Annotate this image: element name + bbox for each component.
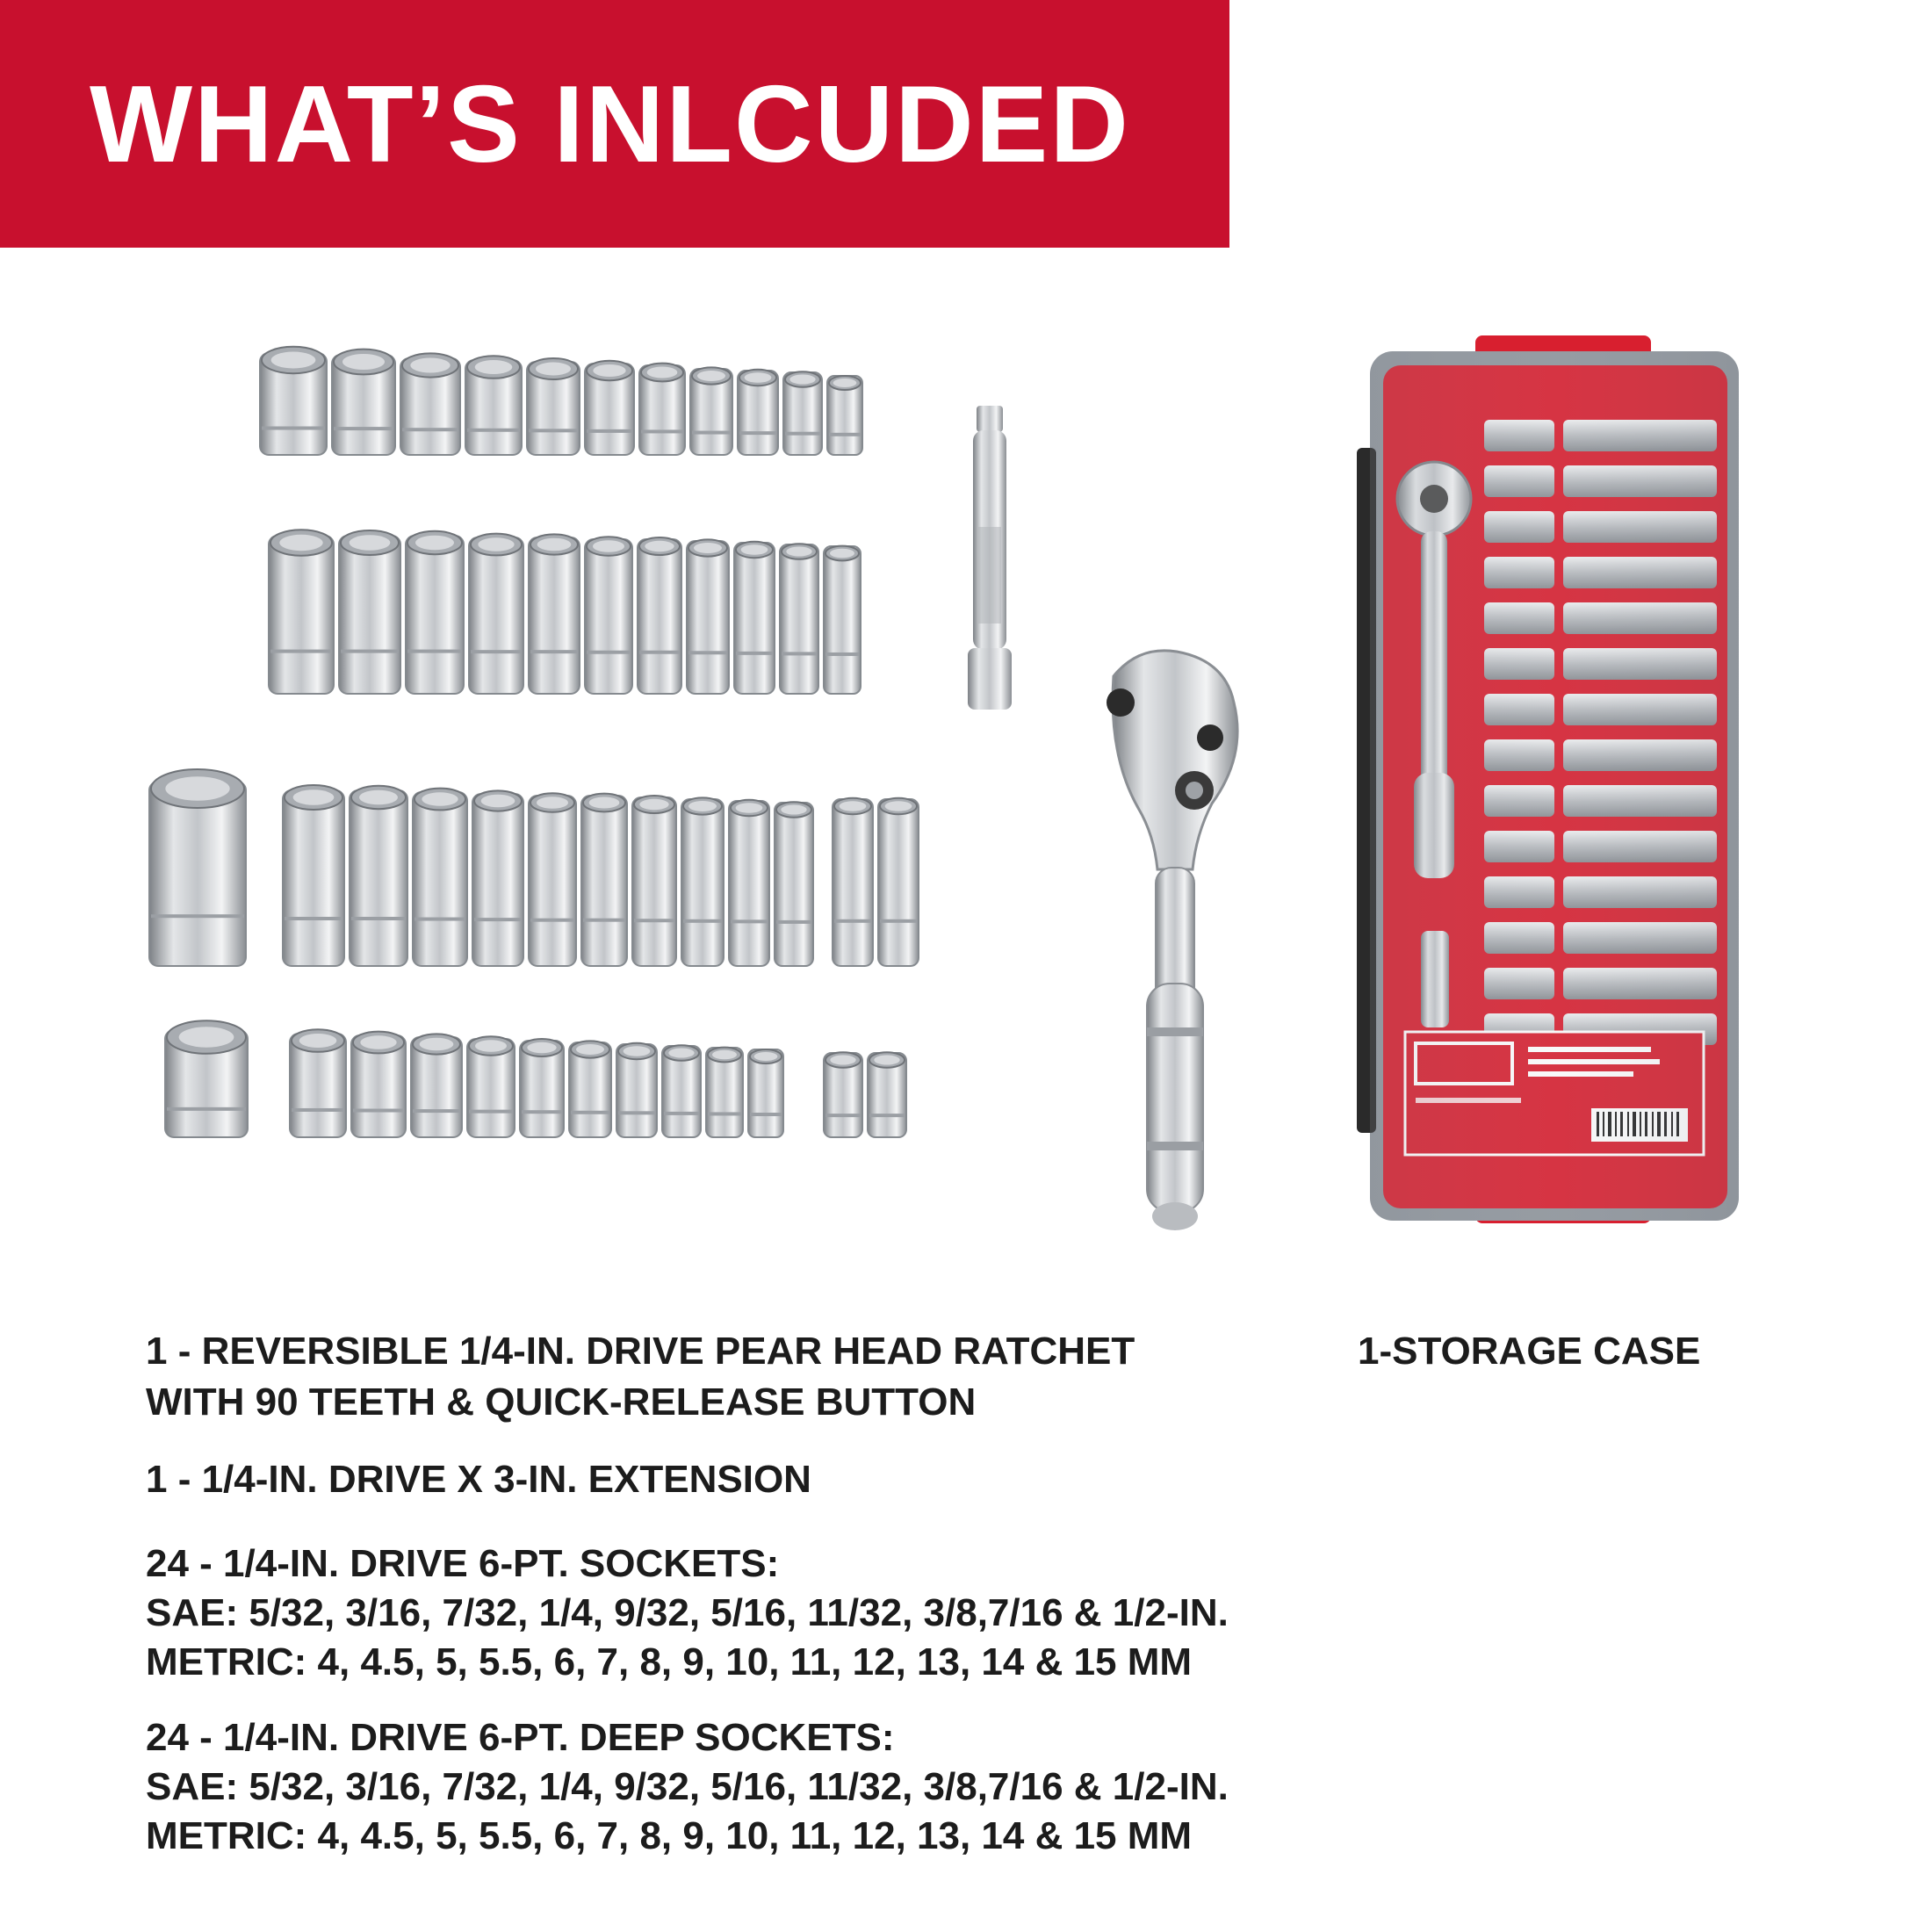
- socket-icon: [824, 1052, 862, 1137]
- socket-icon: [690, 367, 732, 455]
- socket-icon: [878, 798, 919, 966]
- socket-icon: [465, 356, 522, 455]
- socket-row-4: [165, 1020, 906, 1137]
- socket-icon: [520, 1039, 564, 1137]
- socket-icon: [681, 797, 724, 966]
- socket-icon: [581, 794, 627, 966]
- ratchet-icon: [1107, 651, 1237, 1230]
- socket-icon: [833, 798, 873, 966]
- socket-icon: [469, 534, 523, 694]
- socket-icon: [339, 530, 400, 694]
- ratchet-item-line-1: 1 - REVERSIBLE 1/4-IN. DRIVE PEAR HEAD RATCHET: [146, 1330, 1135, 1373]
- socket-icon: [632, 796, 676, 966]
- socket-icon: [260, 347, 327, 455]
- socket-icon: [406, 531, 464, 694]
- socket-icon: [165, 1020, 248, 1137]
- socket-icon: [783, 371, 822, 455]
- header-banner: [0, 0, 1229, 248]
- socket-row-1: [260, 347, 862, 455]
- socket-icon: [529, 793, 576, 966]
- socket-icon: [775, 802, 813, 966]
- socket-row-3: [149, 769, 919, 966]
- socket-icon: [662, 1045, 701, 1137]
- socket-icon: [706, 1048, 743, 1137]
- sockets-metric: METRIC: 4, 4.5, 5, 5.5, 6, 7, 8, 9, 10, 11, 12, 13, 14 & 15 MM: [146, 1640, 1193, 1683]
- socket-icon: [529, 534, 580, 694]
- socket-icon: [824, 546, 861, 694]
- extension-bar-icon: [968, 406, 1012, 710]
- socket-icon: [467, 1036, 515, 1137]
- socket-icon: [149, 769, 246, 966]
- storage-case-icon: [1357, 335, 1739, 1223]
- page-title: WHAT’S INLCUDED: [90, 64, 1130, 185]
- ratchet-item-line-2: WITH 90 TEETH & QUICK-RELEASE BUTTON: [146, 1381, 977, 1424]
- socket-row-2: [269, 530, 861, 694]
- socket-icon: [687, 539, 729, 694]
- sockets-sae: SAE: 5/32, 3/16, 7/32, 1/4, 9/32, 5/16, 11/32, 3/8,7/16 & 1/2-IN.: [146, 1591, 1229, 1634]
- socket-icon: [283, 785, 344, 966]
- deep-sockets-metric: METRIC: 4, 4.5, 5, 5.5, 6, 7, 8, 9, 10, 11, 12, 13, 14 & 15 MM: [146, 1814, 1193, 1857]
- socket-icon: [472, 790, 523, 966]
- socket-icon: [738, 370, 778, 455]
- sockets-title: 24 - 1/4-IN. DRIVE 6-PT. SOCKETS:: [146, 1542, 780, 1585]
- socket-icon: [569, 1041, 611, 1137]
- socket-icon: [734, 542, 775, 694]
- socket-icon: [585, 361, 634, 455]
- socket-icon: [350, 786, 407, 966]
- socket-icon: [413, 789, 467, 966]
- socket-icon: [827, 376, 862, 455]
- socket-icon: [585, 537, 632, 694]
- socket-icon: [400, 353, 460, 455]
- socket-icon: [527, 358, 580, 455]
- socket-icon: [411, 1034, 462, 1137]
- socket-icon: [729, 800, 769, 966]
- case-item: 1-STORAGE CASE: [1358, 1330, 1701, 1373]
- socket-icon: [780, 544, 818, 694]
- product-photo: [0, 316, 1932, 1265]
- socket-icon: [616, 1043, 657, 1137]
- socket-icon: [269, 530, 334, 694]
- extension-item: 1 - 1/4-IN. DRIVE X 3-IN. EXTENSION: [146, 1458, 811, 1501]
- socket-icon: [639, 364, 685, 455]
- socket-icon: [332, 350, 395, 455]
- socket-icon: [290, 1029, 346, 1137]
- socket-icon: [351, 1032, 406, 1137]
- socket-icon: [638, 537, 681, 694]
- deep-sockets-title: 24 - 1/4-IN. DRIVE 6-PT. DEEP SOCKETS:: [146, 1716, 895, 1759]
- socket-icon: [748, 1049, 783, 1137]
- deep-sockets-sae: SAE: 5/32, 3/16, 7/32, 1/4, 9/32, 5/16, 11/32, 3/8,7/16 & 1/2-IN.: [146, 1765, 1229, 1808]
- socket-icon: [868, 1052, 906, 1137]
